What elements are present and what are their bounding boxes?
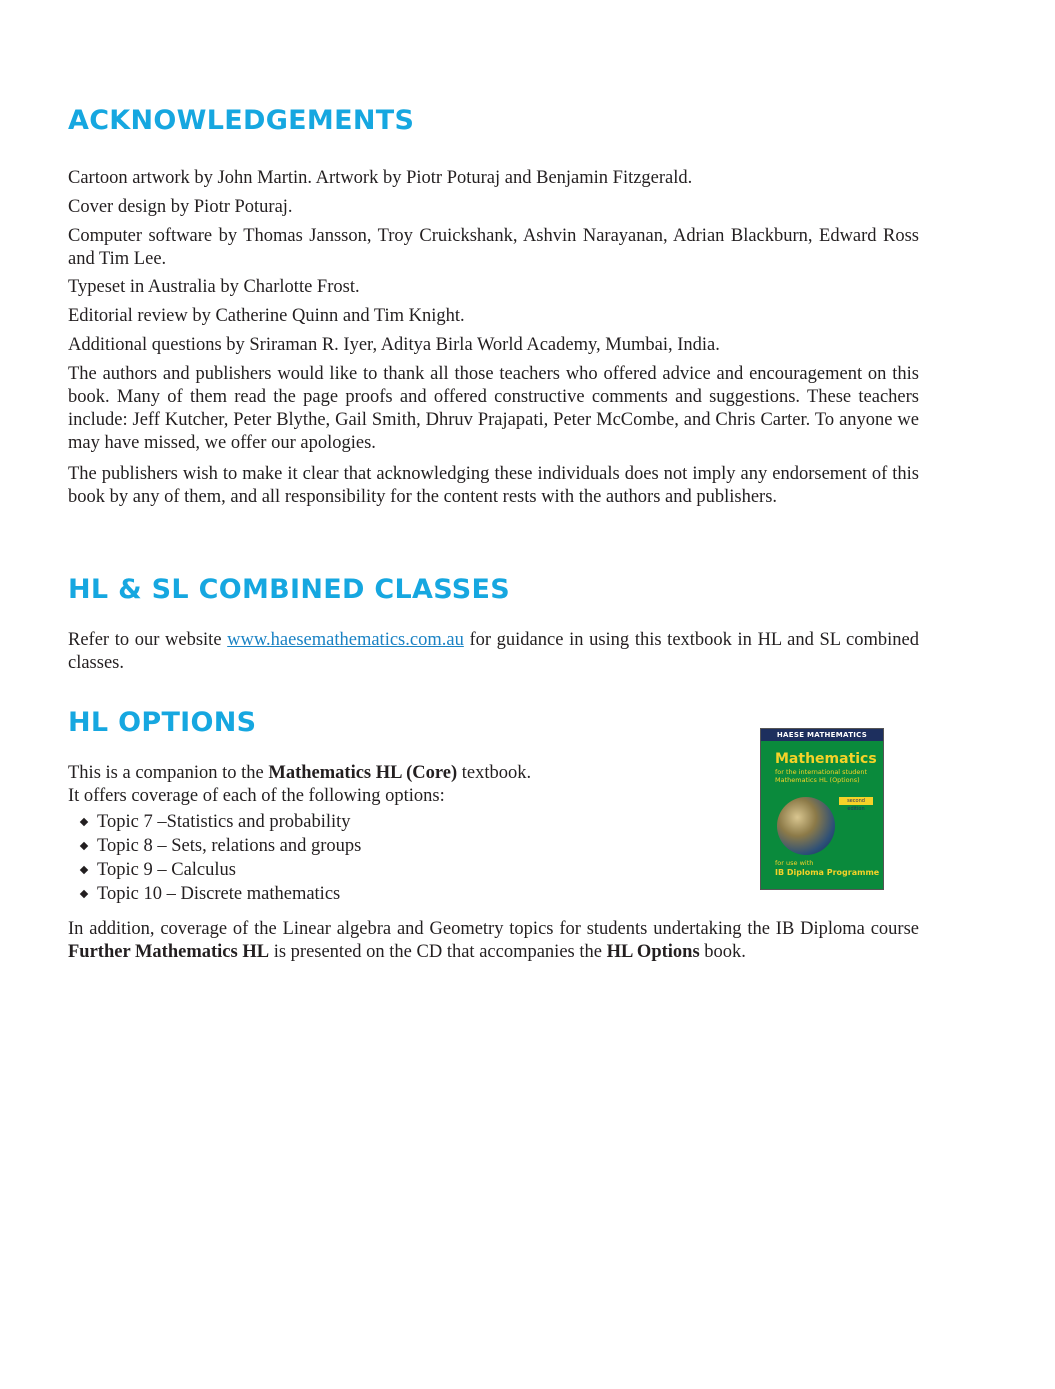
bullet-icon — [80, 866, 88, 874]
list-item — [78, 882, 361, 906]
ack-line-editorial: Editorial review by Catherine Quinn and Tim Knight. — [68, 306, 465, 326]
closing-1: In addition, coverage of the Linear algebra and Geometry topics for students undertaking the IB Diploma course — [68, 919, 919, 939]
closing-2: is presented on the CD that accompanies the — [269, 942, 607, 962]
hl-options-heading: HL OPTIONS — [68, 707, 257, 738]
topic-label: Topic 9 – Calculus — [97, 860, 236, 880]
list-item — [78, 810, 361, 834]
bullet-icon — [80, 890, 88, 898]
list-item — [78, 858, 361, 882]
options-intro — [68, 762, 748, 808]
options-closing — [68, 918, 919, 964]
cover-use-with: for use with — [775, 859, 814, 867]
intro-after: textbook. — [457, 763, 532, 783]
ack-line-cover: Cover design by Piotr Poturaj. — [68, 197, 293, 217]
list-item — [78, 834, 361, 858]
intro-line2: It offers coverage of each of the following options: — [68, 786, 445, 806]
combined-classes-heading: HL & SL COMBINED CLASSES — [68, 574, 510, 605]
topic-label: Topic 8 – Sets, relations and groups — [97, 836, 362, 856]
closing-3: book. — [699, 942, 746, 962]
topic-label: Topic 10 – Discrete mathematics — [97, 884, 341, 904]
cover-edition-badge: second edition — [839, 797, 873, 805]
ack-line-typeset: Typeset in Australia by Charlotte Frost. — [68, 277, 360, 297]
combined-text-after: for guidance in using this textbook in HL and SL combined classes. — [68, 630, 919, 673]
cover-subtitle-2: Mathematics HL (Options) — [775, 776, 860, 784]
intro-before: This is a companion to the — [68, 763, 269, 783]
globe-icon — [777, 797, 835, 855]
bullet-icon — [80, 818, 88, 826]
topics-list — [78, 810, 361, 906]
intro-bold: Mathematics HL (Core) — [268, 763, 458, 783]
cover-title: Mathematics — [775, 751, 877, 767]
ack-line-questions: Additional questions by Sriraman R. Iyer, Aditya Birla World Academy, Mumbai, India. — [68, 335, 720, 355]
bullet-icon — [80, 842, 88, 850]
ack-line-artwork: Cartoon artwork by John Martin. Artwork by Piotr Poturaj and Benjamin Fitzgerald. — [68, 168, 693, 188]
cover-subtitle-1: for the international student — [775, 768, 868, 776]
ack-line-software: Computer software by Thomas Jansson, Troy Cruickshank, Ashvin Narayanan, Adrian Blackburn, Edward Ross and Tim Lee. — [68, 226, 919, 269]
website-link[interactable]: www.haesemathematics.com.au — [227, 630, 464, 650]
closing-bold-2: HL Options — [606, 942, 700, 962]
cover-band: HAESE MATHEMATICS — [761, 729, 883, 741]
ack-paragraph-disclaimer: The publishers wish to make it clear that acknowledging these individuals does not imply any endorsement of this book by any of them, and all responsibility for the content rests with the authors and publishers. — [68, 464, 919, 507]
combined-classes-text — [68, 629, 919, 675]
closing-bold-1: Further Mathematics HL — [68, 942, 270, 962]
combined-text-before: Refer to our website — [68, 630, 228, 650]
book-cover-image — [760, 728, 884, 890]
acknowledgements-heading: ACKNOWLEDGEMENTS — [68, 105, 415, 136]
cover-programme: IB Diploma Programme — [775, 868, 880, 877]
topic-label: Topic 7 –Statistics and probability — [97, 812, 351, 832]
ack-paragraph-thanks: The authors and publishers would like to thank all those teachers who offered advice and encouragement on this book. Many of them read the page proofs and offered constructive comments and suggestions. These teachers include: Jeff Kutcher, Peter Blythe, Gail Smith, Dhruv Prajapati, Peter McCombe, and Chris Carter. To anyone we may have missed, we offer our apologies. — [68, 364, 919, 453]
